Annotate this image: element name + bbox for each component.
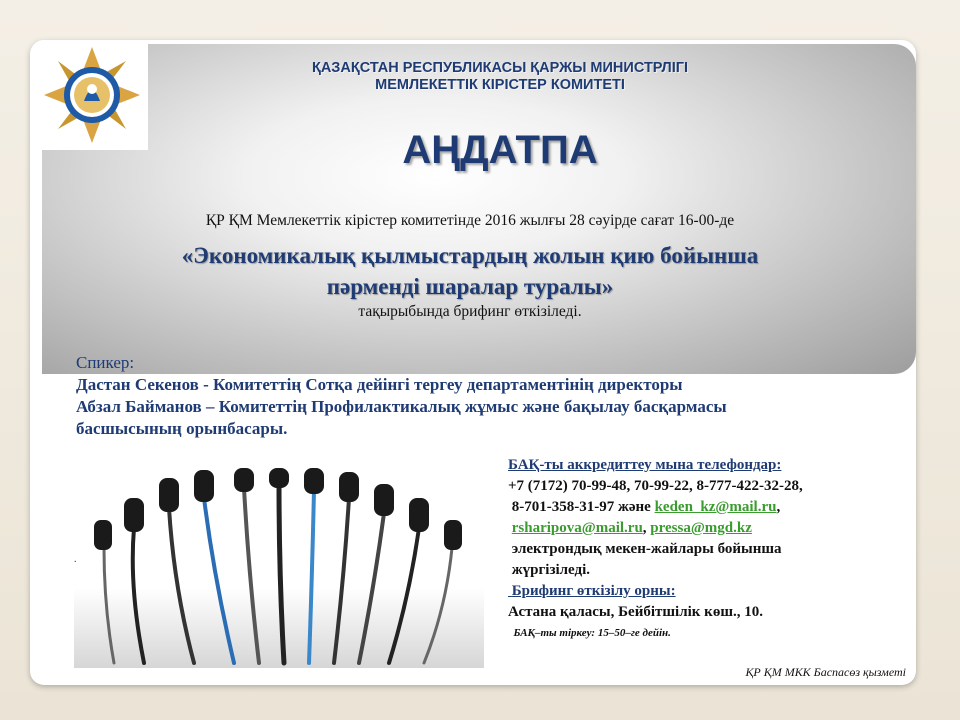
email-separator-2: , [642,520,651,536]
slide [30,40,916,685]
contacts-section [508,455,908,644]
briefing-place: Астана қаласы, Бейбітшілік көш., 10. [508,604,763,620]
briefing-topic [90,240,850,302]
footer-press-service: ҚР ҚМ МКК Баспасөз қызметі [745,665,906,679]
briefing-place-heading [508,581,908,602]
phones-line-2-text: 8-701-358-31-97 және [511,499,655,515]
emails-line [508,518,908,539]
briefing-place-heading-text: Брифинг өткізілу орны: [511,583,676,599]
speaker-line-3: басшысының орынбасары. [76,419,288,438]
contacts-tail-1-text: электрондық мекен-жайлары бойынша [511,541,782,557]
page-title: АҢДАТПА [402,128,598,172]
speakers-section [76,352,916,440]
briefing-topic-line-2: пәрменді шаралар туралы» [326,274,614,299]
microphones-illustration [74,468,484,668]
contacts-tail-2-text: жүргізіледі. [511,562,591,578]
announcement-intro: ҚР ҚМ Мемлекеттік кірістер комитетінде 2016 жылғы 28 сәуірде сағат 16-00-де [205,212,735,229]
email-separator-1: , [776,499,781,515]
speaker-line-1: Дастан Секенов - Комитеттің Сотқа дейінгі тергеу департаментінің директоры [76,375,683,394]
phones-line-2 [508,497,908,518]
briefing-topic-line-1: «Экономикалық қылмыстардың жолын қию бойынша [181,243,759,268]
announcement-tail: тақырыбында брифинг өткізіледі. [358,303,582,320]
ministry-line-2: МЕМЛЕКЕТТІК КІРІСТЕР КОМИТЕТІ [375,77,625,93]
speaker-line-2: Абзал Байманов – Комитеттің Профилактикалық жұмыс және бақылау басқармасы [76,397,727,416]
accreditation-heading: БАҚ-ты аккредиттеу мына телефондар: [508,457,782,473]
ministry-line-1: ҚАЗАҚСТАН РЕСПУБЛИКАСЫ ҚАРЖЫ МИНИСТРЛІГІ [311,60,689,76]
speakers-label: Спикер: [76,353,135,372]
phones-line-1: +7 (7172) 70-99-48, 70-99-22, 8-777-422-32-28, [508,478,803,494]
email-link-keden[interactable]: keden_kz@mail.ru [654,499,777,515]
email-link-pressa[interactable]: pressa@mgd.kz [650,520,752,536]
registration-note [508,623,908,644]
registration-note-text: БАҚ–ты тіркеу: 15–50–ге дейін. [513,627,671,639]
contacts-tail-1 [508,539,908,560]
contacts-tail-2 [508,560,908,581]
ministry-name [200,60,800,94]
stray-dot: . [74,554,77,565]
committee-emblem-icon [36,40,148,150]
email-link-rsharipova[interactable]: rsharipova@mail.ru [511,520,643,536]
